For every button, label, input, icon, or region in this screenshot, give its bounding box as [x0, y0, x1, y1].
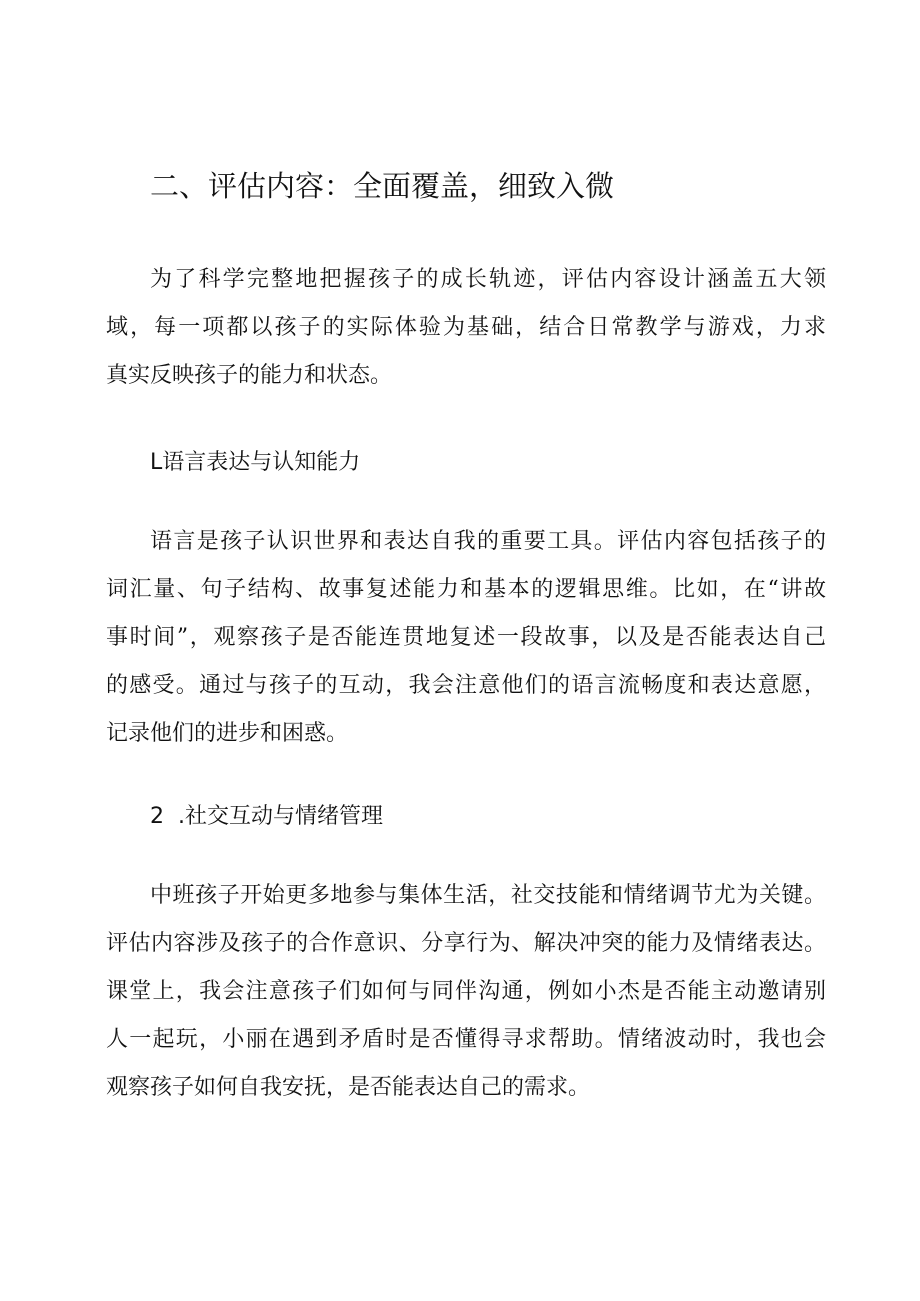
- subsection-title-social: 2 .社交互动与情绪管理: [150, 804, 383, 829]
- section-title: 二、评估内容：全面覆盖，细致入微: [150, 169, 615, 203]
- paragraph-line: 观察孩子如何自我安抚，是否能表达自己的需求。: [106, 1075, 591, 1100]
- paragraph-line: 词汇量、句子结构、故事复述能力和基本的逻辑思维。比如，在“讲故: [106, 577, 826, 602]
- paragraph-line: 为了科学完整地把握孩子的成长轨迹，评估内容设计涵盖五大领: [150, 267, 826, 292]
- paragraph-line: 课堂上，我会注意孩子们如何与同伴沟通，例如小杰是否能主动邀请别: [106, 979, 826, 1004]
- paragraph-line: 语言是孩子认识世界和表达自我的重要工具。评估内容包括孩子的: [150, 529, 826, 554]
- intro-paragraph: [106, 256, 826, 400]
- paragraph-line: 真实反映孩子的能力和状态。: [106, 363, 393, 388]
- paragraph-line: 域，每一项都以孩子的实际体验为基础，结合日常教学与游戏，力求: [106, 315, 826, 340]
- social-paragraph: [106, 872, 826, 1112]
- paragraph-line: 人一起玩，小丽在遇到矛盾时是否懂得寻求帮助。情绪波动时，我也会: [106, 1027, 826, 1052]
- paragraph-line: 的感受。通过与孩子的互动，我会注意他们的语言流畅度和表达意愿，: [106, 673, 826, 698]
- subsection-title-language: L语言表达与认知能力: [150, 450, 361, 475]
- paragraph-line: 事时间”，观察孩子是否能连贯地复述一段故事，以及是否能表达自己: [106, 625, 826, 650]
- language-paragraph: [106, 518, 826, 758]
- paragraph-line: 记录他们的进步和困惑。: [106, 721, 349, 746]
- paragraph-line: 评估内容涉及孩子的合作意识、分享行为、解决冲突的能力及情绪表达。: [106, 931, 826, 956]
- paragraph-line: 中班孩子开始更多地参与集体生活，社交技能和情绪调节尤为关键。: [150, 883, 826, 908]
